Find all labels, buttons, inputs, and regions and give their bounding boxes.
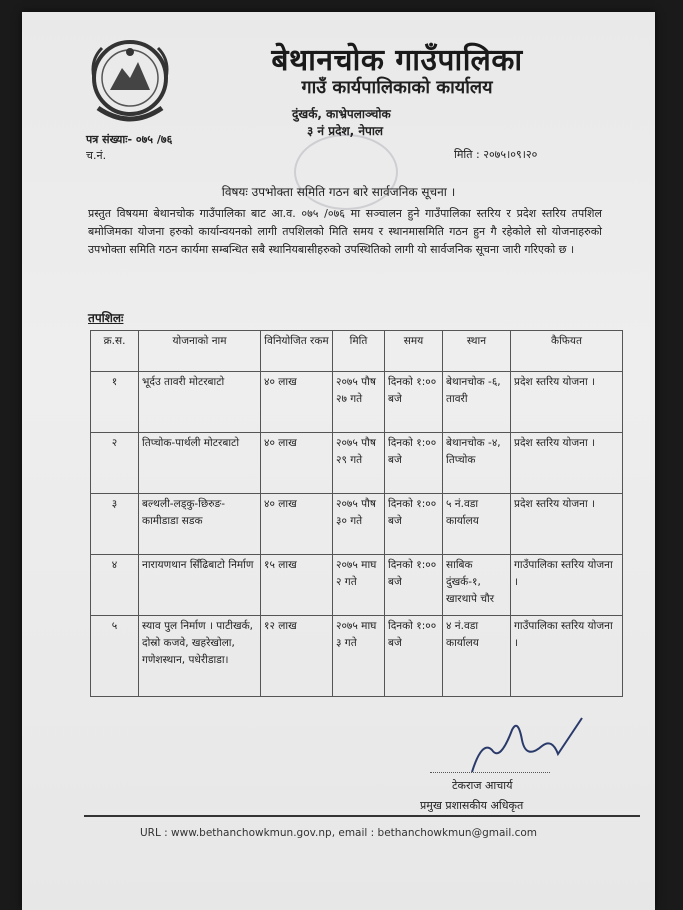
cell-time: दिनको १:०० बजे [385, 372, 443, 433]
cell-project-name: भूर्दउ तावरी मोटरबाटो [139, 372, 261, 433]
letter-reference-number: पत्र संख्याः- ०७५ /७६ [86, 133, 173, 146]
details-label: तपशिलः [88, 311, 124, 325]
signatory-name: टेकराज आचार्य [452, 779, 513, 792]
cell-serial: ३ [91, 494, 139, 555]
cell-place: बेथानचोक -६, तावरी [443, 372, 511, 433]
handwritten-signature-icon [462, 710, 592, 780]
cell-remarks: प्रदेश स्तरिय योजना । [511, 372, 623, 433]
cell-amount: १२ लाख [261, 616, 333, 697]
cell-amount: ४० लाख [261, 372, 333, 433]
cell-serial: २ [91, 433, 139, 494]
cell-place: बेथानचोक -४, तिप्चोक [443, 433, 511, 494]
header-remarks: कैफियत [511, 331, 623, 372]
table-row [91, 372, 623, 433]
header-date: मिति [333, 331, 385, 372]
header-place: स्थान [443, 331, 511, 372]
header-project-name: योजनाको नाम [139, 331, 261, 372]
cell-time: दिनको १:०० बजे [385, 433, 443, 494]
letter-subject: विषयः उपभोक्ता समिति गठन बारे सार्वजनिक सूचना । [221, 185, 456, 199]
header-serial: क्र.स. [91, 331, 139, 372]
cell-date: २०७५ माघ २ गते [333, 555, 385, 616]
header-time: समय [385, 331, 443, 372]
footer-contact: URL : www.bethanchowkmun.gov.np, email : bethanchowkmun@gmail.com [139, 827, 538, 839]
cell-amount: ४० लाख [261, 494, 333, 555]
cell-remarks: गाउँपालिका स्तरिय योजना । [511, 616, 623, 697]
cell-place: ४ नं.वडा कार्यालय [443, 616, 511, 697]
letter-date: मिति : २०७५।०९।२० [454, 148, 538, 161]
table-header-row [91, 331, 623, 372]
cell-time: दिनको १:०० बजे [385, 616, 443, 697]
cell-amount: १५ लाख [261, 555, 333, 616]
cell-project-name: स्याव पुल निर्माण । पाटीखर्क, दोस्रो कजवे, खहरेखोला, गणेशस्थान, पधेरीडाडा। [139, 616, 261, 697]
header-amount: विनियोजित रकम [261, 331, 333, 372]
footer-divider [84, 815, 640, 817]
cell-project-name: नारायणथान सिँढिबाटो निर्माण [139, 555, 261, 616]
cell-amount: ४० लाख [261, 433, 333, 494]
cell-place: ५ नं.वडा कार्यालय [443, 494, 511, 555]
nepal-government-emblem-icon [88, 38, 172, 132]
cell-date: २०७५ पौष २७ गते [333, 372, 385, 433]
signature-line [430, 772, 550, 773]
table-row [91, 616, 623, 697]
signatory-title: प्रमुख प्रशासकीय अधिकृत [420, 799, 524, 812]
cell-serial: १ [91, 372, 139, 433]
address-line-1: दुंखर्क, काभ्रेपलाञ्चोक [292, 107, 391, 121]
cell-place: साबिक दुंखर्क-१, खारथापे चौर [443, 555, 511, 616]
cell-time: दिनको १:०० बजे [385, 494, 443, 555]
cell-remarks: प्रदेश स्तरिय योजना । [511, 433, 623, 494]
table-row [91, 555, 623, 616]
cell-project-name: तिप्चोक-पार्थली मोटरबाटो [139, 433, 261, 494]
dispatch-number: च.नं. [86, 149, 107, 162]
table-row [91, 494, 623, 555]
cell-remarks: गाउँपालिका स्तरिय योजना । [511, 555, 623, 616]
cell-date: २०७५ माघ ३ गते [333, 616, 385, 697]
cell-serial: ४ [91, 555, 139, 616]
letter-page [22, 12, 655, 910]
table-row [91, 433, 623, 494]
projects-table [90, 330, 623, 697]
cell-date: २०७५ पौष ३० गते [333, 494, 385, 555]
cell-remarks: प्रदेश स्तरिय योजना । [511, 494, 623, 555]
cell-serial: ५ [91, 616, 139, 697]
letter-body: प्रस्तुत विषयमा बेथानचोक गाउँपालिका बाट आ.व. ०७५ /०७६ मा सञ्चालन हुने गाउँपालिका स्तरिय र प्रदेश स्तरिय तपशिल बमोजिमका योजना हरुको कार्यान्वयनको लागी तपशिलको मिति समय र स्थानमासमिति गठन हुन गै रहेकोले सो योजनाहरुको उपभोक्ता समिति गठन कार्यमा सम्बन्धित सबै स्थानियबासीहरुको उपस्थितिको लागी यो सार्वजनिक सूचना जारी गरिएको छ । [88, 207, 602, 256]
office-subtitle: गाउँ कार्यपालिकाको कार्यालय [301, 77, 493, 98]
cell-date: २०७५ पौष २९ गते [333, 433, 385, 494]
cell-time: दिनको १:०० बजे [385, 555, 443, 616]
address-line-2: ३ नं प्रदेश, नेपाल [307, 124, 384, 138]
cell-project-name: बल्थली-लड्कु-छिरुङ-कामीडाडा सडक [139, 494, 261, 555]
municipality-title: बेथानचोक गाउँपालिका [271, 43, 523, 78]
